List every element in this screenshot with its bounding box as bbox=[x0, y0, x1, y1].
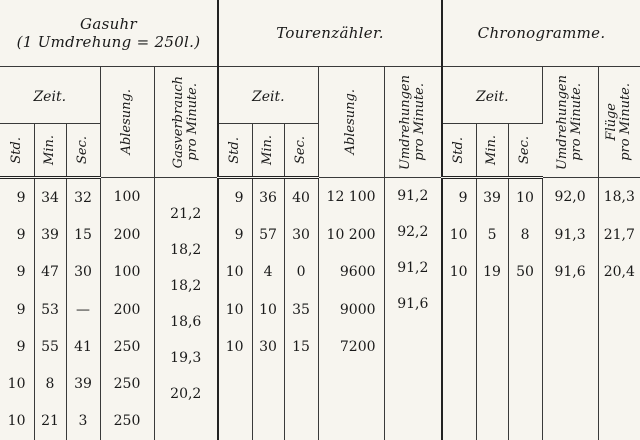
gas-std-cell: 9 bbox=[0, 216, 34, 253]
touren-min-header: Min. bbox=[252, 124, 284, 178]
gas-ablesung-header: Ablesung. bbox=[100, 67, 154, 178]
chrono-fluege-cell: 18,3 bbox=[603, 189, 635, 206]
gas-std-header: Std. bbox=[0, 124, 34, 178]
touren-zeit-header: Zeit. bbox=[218, 67, 318, 124]
gas-sec-cell: — bbox=[66, 291, 100, 328]
gasverbrauch-value: 20,2 bbox=[170, 386, 202, 403]
table-row bbox=[0, 328, 640, 365]
gas-ablesung-cell: 250 bbox=[100, 328, 154, 365]
touren-sec-cell: 40 bbox=[284, 178, 318, 217]
touren-min-cell: 4 bbox=[252, 254, 284, 291]
touren-umdrehungen-value: 91,6 bbox=[397, 296, 429, 313]
gasuhr-header bbox=[0, 0, 218, 67]
gas-ablesung-cell: 250 bbox=[100, 403, 154, 440]
gas-ablesung-cell: 100 bbox=[100, 254, 154, 291]
gas-min-cell: 39 bbox=[34, 216, 66, 253]
chrono-std-cell: 10 bbox=[442, 254, 476, 291]
chrono-sec-cell: 8 bbox=[508, 216, 542, 253]
chrono-min-header: Min. bbox=[476, 124, 508, 178]
table-row bbox=[0, 365, 640, 402]
gas-min-cell: 53 bbox=[34, 291, 66, 328]
gasverbrauch-header: Gasverbrauch pro Minute. bbox=[154, 67, 218, 178]
touren-sec-cell: 15 bbox=[284, 328, 318, 365]
touren-min-cell: 10 bbox=[252, 291, 284, 328]
gasverbrauch-value: 21,2 bbox=[170, 206, 202, 223]
chrono-std-cell: 10 bbox=[442, 216, 476, 253]
chrono-std-cell: 9 bbox=[442, 178, 476, 217]
gas-sec-header: Sec. bbox=[66, 124, 100, 178]
chrono-sec-header: Sec. bbox=[508, 124, 542, 178]
touren-std-cell: 10 bbox=[218, 328, 252, 365]
touren-ablesung-cell: 12 100 bbox=[318, 178, 384, 217]
touren-umdrehungen-column bbox=[384, 178, 442, 440]
chrono-min-cell: 5 bbox=[476, 216, 508, 253]
gasverbrauch-value: 18,2 bbox=[170, 278, 202, 295]
gasverbrauch-value: 19,3 bbox=[170, 350, 202, 367]
touren-umdrehungen-header: Umdrehungen pro Minute. bbox=[384, 67, 442, 178]
touren-std-cell: 9 bbox=[218, 216, 252, 253]
gas-std-cell: 9 bbox=[0, 254, 34, 291]
gasverbrauch-column bbox=[154, 178, 218, 440]
touren-sec-cell: 0 bbox=[284, 254, 318, 291]
touren-ablesung-cell: 9600 bbox=[318, 254, 384, 291]
touren-umdrehungen-value: 91,2 bbox=[397, 188, 429, 205]
gas-sec-cell: 41 bbox=[66, 328, 100, 365]
gas-ablesung-cell: 200 bbox=[100, 216, 154, 253]
gas-min-cell: 47 bbox=[34, 254, 66, 291]
chrono-umdrehungen-header: Umdrehungen pro Minute. bbox=[542, 67, 598, 178]
touren-umdrehungen-value: 91,2 bbox=[397, 260, 429, 277]
gas-sec-cell: 39 bbox=[66, 365, 100, 402]
touren-sec-cell: 30 bbox=[284, 216, 318, 253]
gas-min-header: Min. bbox=[34, 124, 66, 178]
gasverbrauch-value: 18,6 bbox=[170, 314, 202, 331]
table-row bbox=[0, 403, 640, 440]
table-row bbox=[0, 178, 640, 217]
touren-min-cell: 57 bbox=[252, 216, 284, 253]
chrono-fluege-header: Flüge pro Minute. bbox=[598, 67, 640, 178]
gas-min-cell: 8 bbox=[34, 365, 66, 402]
tourenzaehler-title: Tourenzähler. bbox=[276, 24, 384, 43]
touren-std-cell: 9 bbox=[218, 178, 252, 217]
chrono-fluege-cell: 20,4 bbox=[603, 264, 635, 281]
gas-std-cell: 10 bbox=[0, 403, 34, 440]
touren-std-cell: 10 bbox=[218, 291, 252, 328]
gas-ablesung-cell: 100 bbox=[100, 178, 154, 217]
gas-std-cell: 9 bbox=[0, 178, 34, 217]
touren-min-cell: 36 bbox=[252, 178, 284, 217]
table-row bbox=[0, 291, 640, 328]
chrono-sec-cell: 10 bbox=[508, 178, 542, 217]
gas-ablesung-cell: 250 bbox=[100, 365, 154, 402]
touren-umdrehungen-value: 92,2 bbox=[397, 224, 429, 241]
chrono-min-cell: 19 bbox=[476, 254, 508, 291]
touren-ablesung-header: Ablesung. bbox=[318, 67, 384, 178]
tourenzaehler-header bbox=[218, 0, 442, 67]
touren-std-cell: 10 bbox=[218, 254, 252, 291]
table-row bbox=[0, 254, 640, 291]
gas-sec-cell: 3 bbox=[66, 403, 100, 440]
gas-min-cell: 55 bbox=[34, 328, 66, 365]
gas-min-cell: 34 bbox=[34, 178, 66, 217]
touren-ablesung-cell: 9000 bbox=[318, 291, 384, 328]
gas-sec-cell: 15 bbox=[66, 216, 100, 253]
chrono-min-cell: 39 bbox=[476, 178, 508, 217]
gas-min-cell: 21 bbox=[34, 403, 66, 440]
chronogramme-title: Chronogramme. bbox=[477, 24, 606, 43]
touren-sec-cell: 35 bbox=[284, 291, 318, 328]
chrono-umdrehungen-cell: 92,0 bbox=[542, 178, 598, 217]
chrono-umdrehungen-cell: 91,3 bbox=[542, 216, 598, 253]
chrono-zeit-header: Zeit. bbox=[442, 67, 542, 124]
touren-std-header: Std. bbox=[218, 124, 252, 178]
gasverbrauch-value: 18,2 bbox=[170, 242, 202, 259]
gas-ablesung-cell: 200 bbox=[100, 291, 154, 328]
table-row bbox=[0, 216, 640, 253]
gas-sec-cell: 32 bbox=[66, 178, 100, 217]
chrono-std-header: Std. bbox=[442, 124, 476, 178]
chronogramme-header bbox=[442, 0, 640, 67]
gas-std-cell: 9 bbox=[0, 291, 34, 328]
touren-ablesung-cell: 10 200 bbox=[318, 216, 384, 253]
chrono-sec-cell: 50 bbox=[508, 254, 542, 291]
gasuhr-subtitle: (1 Umdrehung = 250l.) bbox=[16, 33, 201, 52]
gas-sec-cell: 30 bbox=[66, 254, 100, 291]
gasuhr-title: Gasuhr bbox=[80, 15, 137, 34]
gas-std-cell: 10 bbox=[0, 365, 34, 402]
touren-sec-header: Sec. bbox=[284, 124, 318, 178]
touren-min-cell: 30 bbox=[252, 328, 284, 365]
gas-zeit-header: Zeit. bbox=[0, 67, 100, 124]
touren-ablesung-cell: 7200 bbox=[318, 328, 384, 365]
chrono-fluege-cell: 21,7 bbox=[603, 226, 635, 243]
chrono-umdrehungen-cell: 91,6 bbox=[542, 254, 598, 291]
gas-std-cell: 9 bbox=[0, 328, 34, 365]
